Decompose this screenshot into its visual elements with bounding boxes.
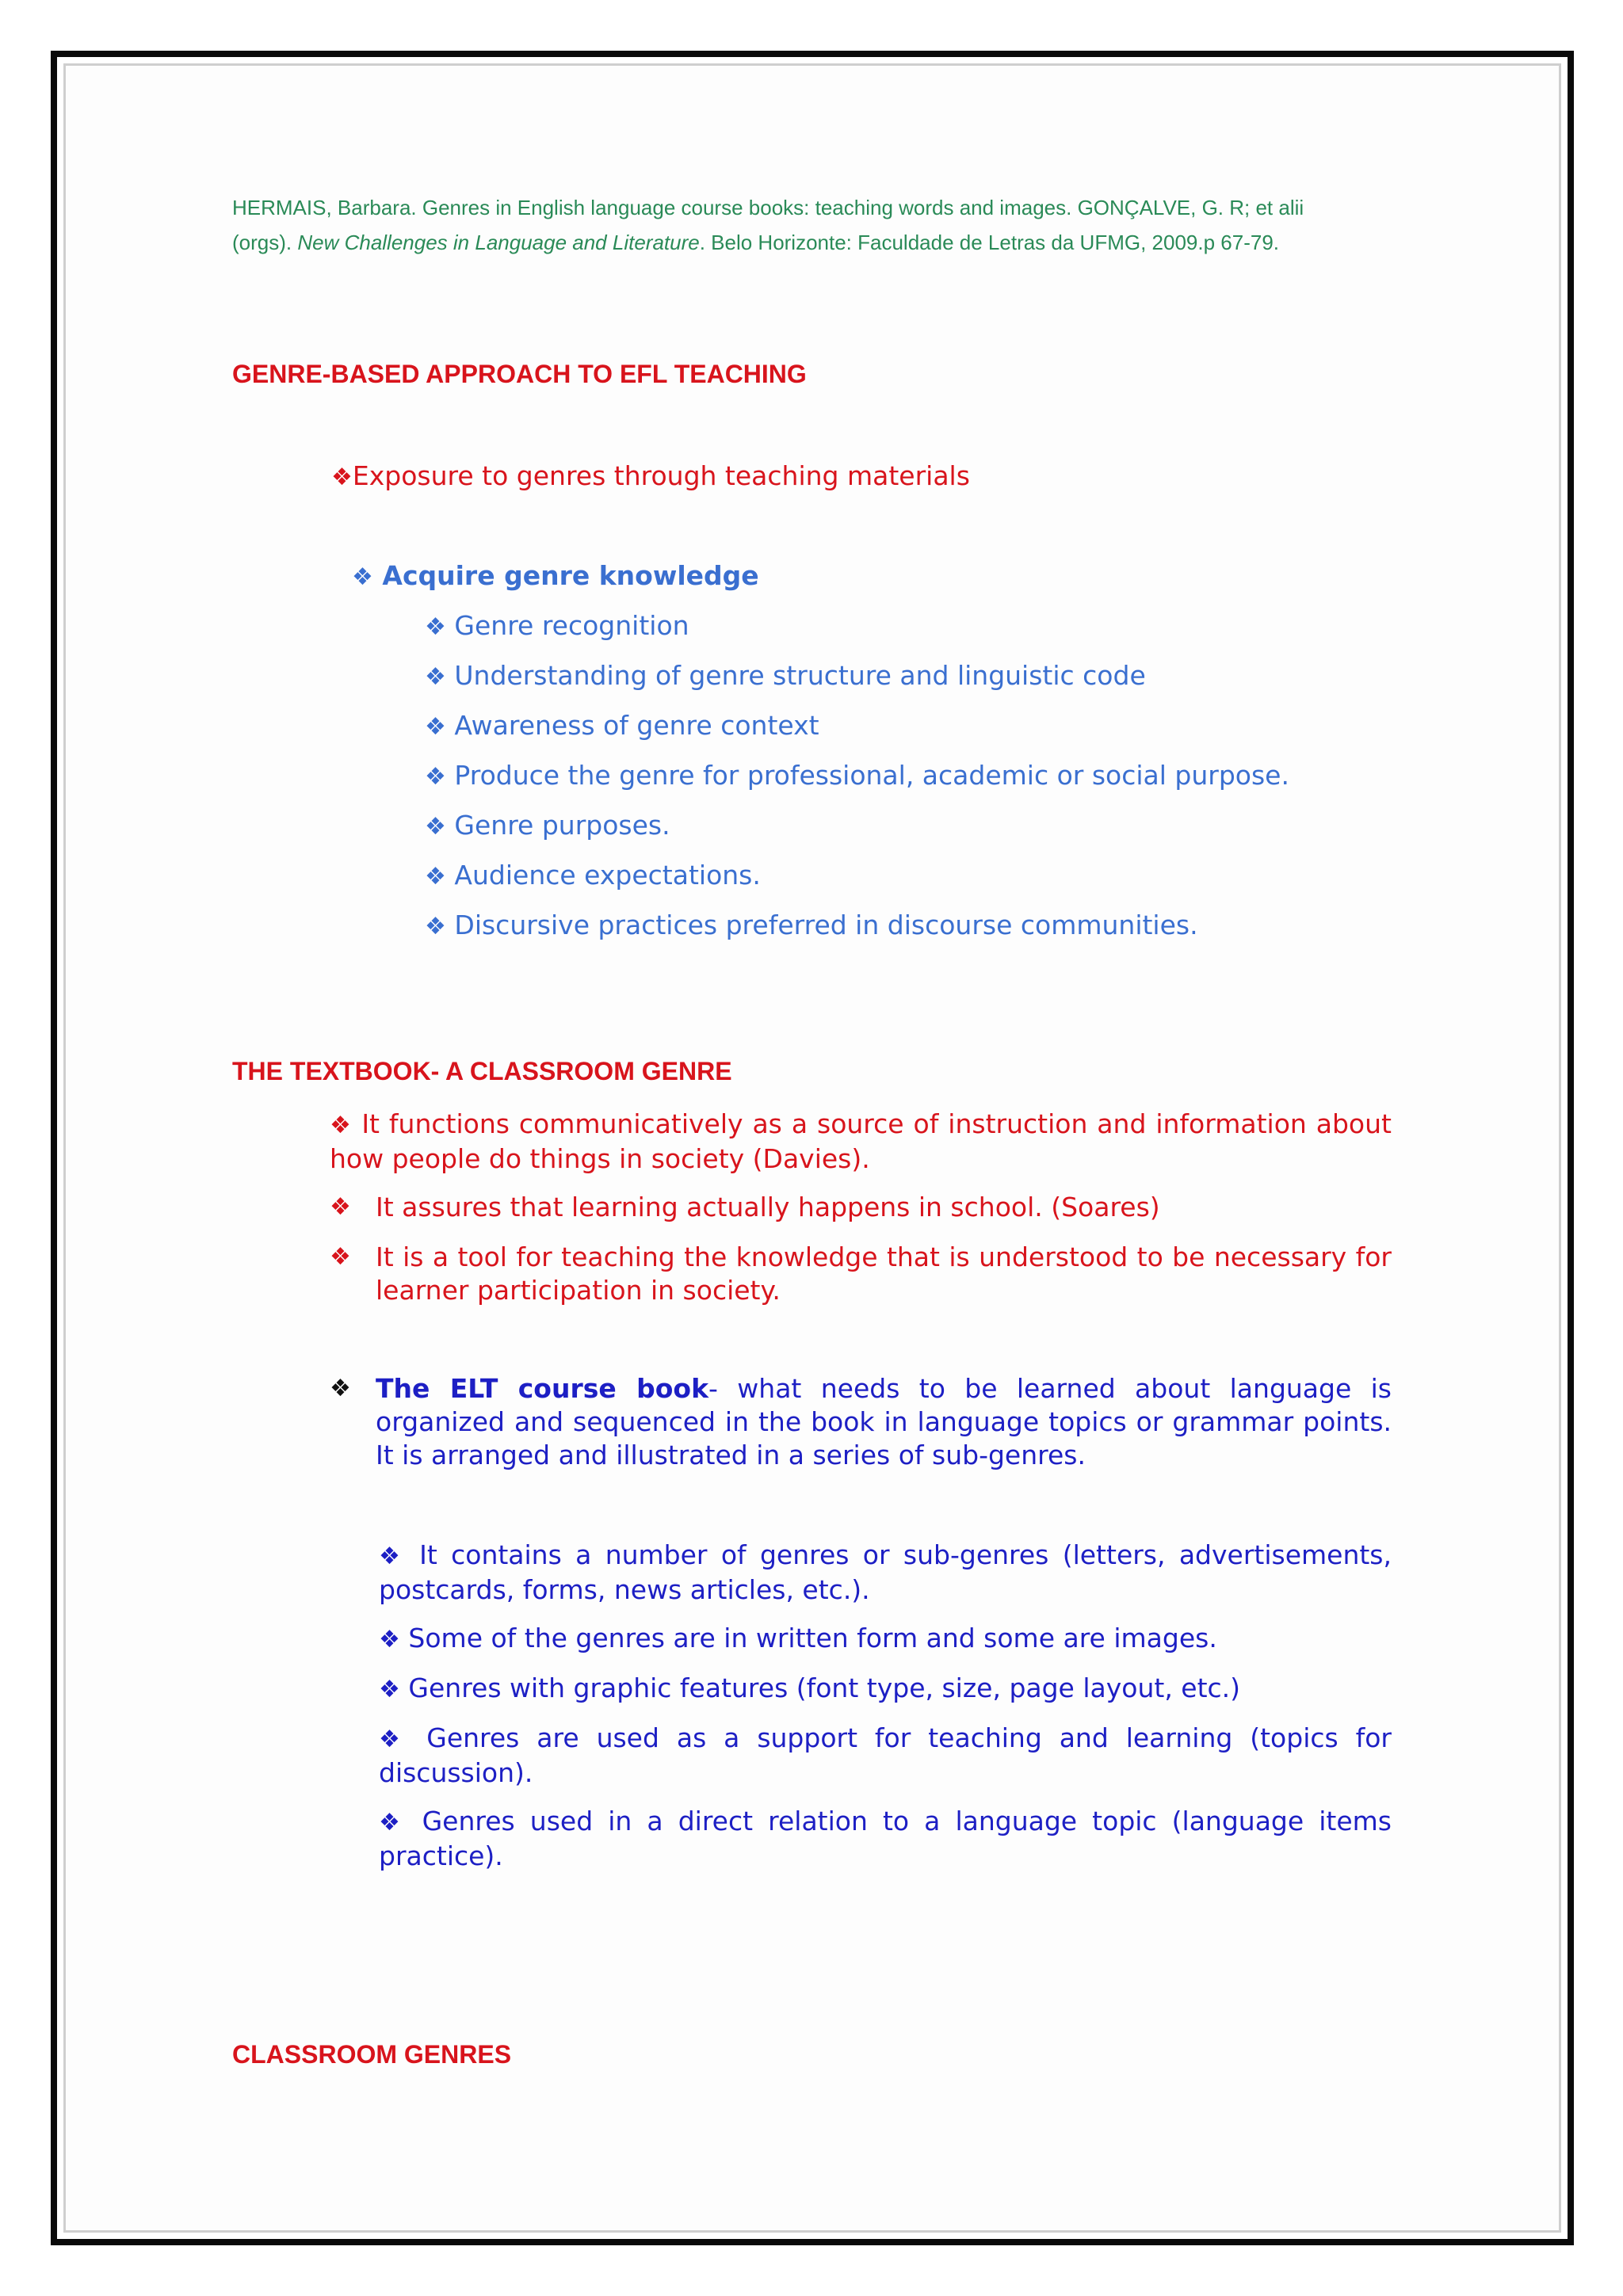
list-item: ❖ Genre recognition [425,610,689,641]
acquire-genre-knowledge: ❖ Acquire genre knowledge [352,560,759,591]
diamond-bullet-icon: ❖ [352,563,373,591]
reference-book-title: New Challenges in Language and Literature [297,231,700,254]
reference-citation [232,190,1405,260]
sub-genre-point: ❖ It contains a number of genres or sub-genres (letters, advertisements, postcards, forms, news articles, etc.). [379,1539,1392,1605]
textbook-point-3: ❖ It is a tool for teaching the knowledge that is understood to be necessary for learner participation in society. [330,1241,1392,1306]
list-item: ❖ Understanding of genre structure and linguistic code [425,660,1146,691]
textbook-point-1: ❖ It functions communicatively as a source of instruction and information about how people do things in society (Davies). [330,1108,1392,1174]
list-item: ❖ Discursive practices preferred in discourse communities. [425,910,1198,940]
elt-course-book-term: The ELT course book [376,1373,709,1404]
list-item: ❖ Produce the genre for professional, academic or social purpose. [425,760,1289,791]
sub-genre-point: ❖ Some of the genres are in written form and some are images. [379,1623,1217,1653]
list-item: ❖ Awareness of genre context [425,710,819,741]
exposure-bullet: ❖Exposure to genres through teaching materials [331,460,970,491]
sub-genre-point: ❖ Genres with graphic features (font type, size, page layout, etc.) [379,1672,1241,1703]
diamond-bullet-icon: ❖ [330,1112,353,1139]
diamond-bullet-icon: ❖ [425,713,446,741]
heading-textbook-classroom-genre: THE TEXTBOOK- A CLASSROOM GENRE [232,1057,732,1085]
diamond-bullet-icon: ❖ [379,1809,407,1836]
list-item: ❖ Genre purposes. [425,810,670,841]
reference-line-1: HERMAIS, Barbara. Genres in English language course books: teaching words and images. GONÇALVE, G. R; et alii [232,196,1304,219]
diamond-bullet-icon: ❖ [425,613,446,641]
diamond-bullet-icon: ❖ [330,1193,351,1221]
diamond-bullet-icon: ❖ [425,663,446,691]
diamond-bullet-icon: ❖ [425,813,446,841]
diamond-bullet-icon: ❖ [379,1676,400,1703]
elt-course-book-paragraph: ❖ The ELT course book- what needs to be learned about language is organized and sequenced in the book in language topics or grammar points. It is arranged and illustrated in a series of sub-genres. [330,1373,1392,1470]
diamond-bullet-icon: ❖ [330,1375,351,1402]
sub-genre-point: ❖ Genres used in a direct relation to a language topic (language items practice). [379,1806,1392,1871]
diamond-bullet-icon: ❖ [379,1543,406,1570]
diamond-bullet-icon: ❖ [379,1626,400,1653]
diamond-bullet-icon: ❖ [425,863,446,891]
diamond-bullet-icon: ❖ [379,1726,410,1753]
list-item: ❖ Audience expectations. [425,860,761,891]
diamond-bullet-icon: ❖ [331,463,353,491]
sub-genre-point: ❖ Genres are used as a support for teaching and learning (topics for discussion). [379,1722,1392,1788]
reference-line-2: (orgs). New Challenges in Language and Literature. Belo Horizonte: Faculdade de Letras da UFMG, 2009.p 67-79. [232,231,1280,254]
textbook-point-2: ❖ It assures that learning actually happens in school. (Soares) [330,1192,1160,1222]
heading-genre-based-approach: GENRE-BASED APPROACH TO EFL TEACHING [232,360,807,388]
heading-classroom-genres: CLASSROOM GENRES [232,2040,512,2069]
diamond-bullet-icon: ❖ [425,913,446,940]
diamond-bullet-icon: ❖ [425,763,446,791]
diamond-bullet-icon: ❖ [330,1243,351,1271]
